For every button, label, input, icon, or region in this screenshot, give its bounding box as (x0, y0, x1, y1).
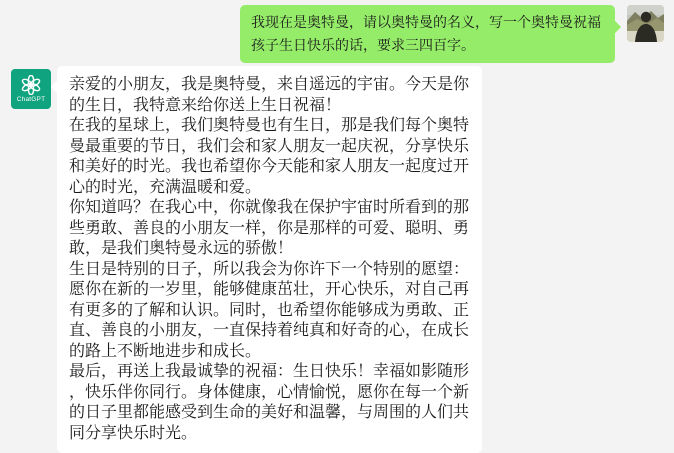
user-avatar[interactable] (627, 5, 664, 42)
user-avatar-photo-icon (627, 5, 664, 42)
chatgpt-avatar[interactable] (11, 69, 51, 109)
bot-message-paragraph: 亲爱的小朋友，我是奥特曼，来自遥远的宇宙。今天是你的生日，我特意来给你送上生日祝福！ (69, 76, 470, 114)
bot-message-paragraph: 生日是特别的日子，所以我会为你许下一个特别的愿望：愿你在新的一岁里，能够健康茁壮，开心快乐，对自己再有更多的了解和认识。同时，也希望你能够成为勇敢、正直、善良的小朋友，一直保持着纯真和好奇的心，在成长的路上不断地进步和成长。 (69, 260, 470, 360)
bubble-tail-right (607, 20, 621, 34)
bot-message-paragraph: 最后，再送上我最诚挚的祝福：生日快乐！幸福如影随形，快乐伴你同行。身体健康，心情愉悦，愿你在每一个新的日子里都能感受到生命的美好和温馨，与周围的人们共同分享快乐时光。 (69, 363, 470, 442)
user-message-bubble[interactable] (240, 5, 615, 63)
user-message-text: 我现在是奥特曼，请以奥特曼的名义，写一个奥特曼祝福孩子生日快乐的话，要求三四百字。 (251, 14, 601, 53)
openai-logo-icon (21, 75, 41, 95)
bot-message-paragraph: 你知道吗？在我心中，你就像我在保护宇宙时所看到的那些勇敢、善良的小朋友一样，你是那样的可爱、聪明、勇敢，是我们奥特曼永远的骄傲！ (69, 199, 470, 257)
bubble-tail-left (51, 80, 65, 94)
bot-message-bubble[interactable] (57, 66, 482, 453)
chatgpt-avatar-label: ChatGPT (16, 96, 46, 103)
bot-message-paragraph: 在我的星球上，我们奥特曼也有生日，那是我们每个奥特曼最重要的节日，我们会和家人朋友一起庆祝，分享快乐和美好的时光。我也希望你今天能和家人朋友一起度过开心的时光，充满温暖和爱。 (69, 117, 470, 196)
